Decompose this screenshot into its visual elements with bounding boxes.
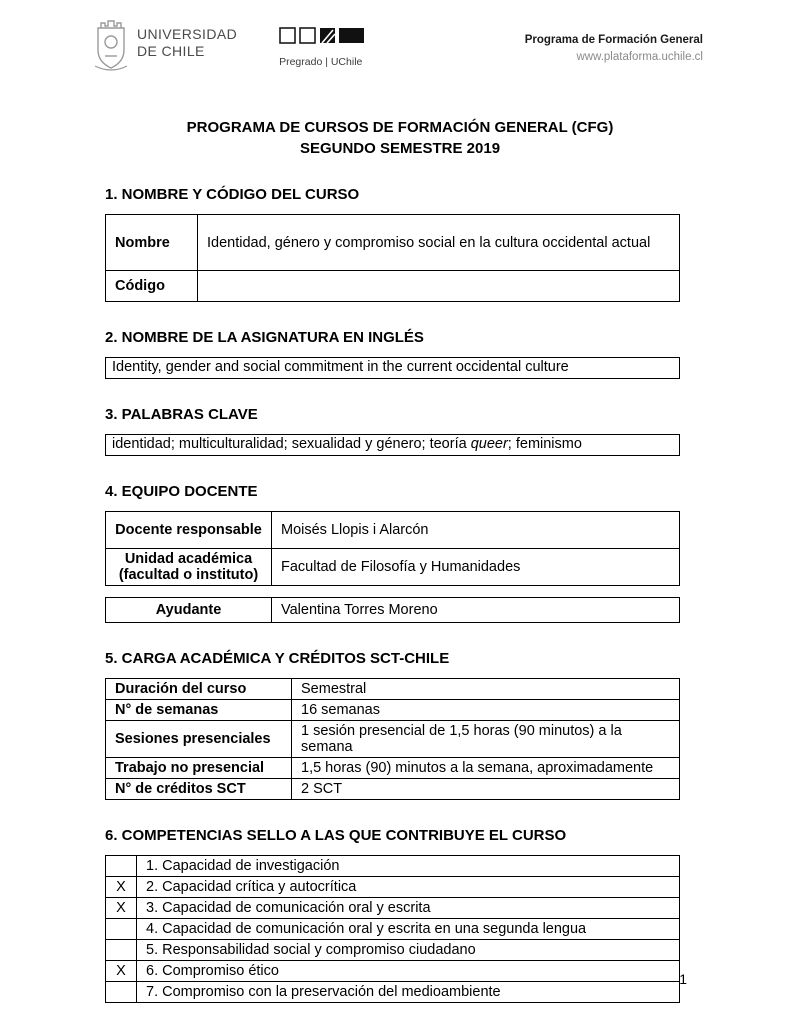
row-label: Trabajo no presencial: [106, 758, 292, 779]
uchile-brand: [93, 14, 237, 77]
table-row: [106, 982, 680, 1003]
competency-mark: [106, 856, 137, 877]
section5-heading: 5. CARGA ACADÉMICA Y CRÉDITOS SCT-CHILE: [105, 650, 450, 667]
university-name-line2: DE CHILE: [137, 42, 205, 59]
course-name-code-table: [105, 214, 680, 302]
table-row: [106, 856, 680, 877]
pregrado-label: Pregrado | UChile: [279, 56, 363, 68]
section3-heading: 3. PALABRAS CLAVE: [105, 406, 258, 423]
keywords-part2: ; feminismo: [507, 436, 582, 452]
row-value: 2 SCT: [292, 779, 680, 800]
keywords-box: [105, 434, 680, 456]
header-right: [525, 32, 703, 67]
row-label: Duración del curso: [106, 679, 292, 700]
table-row: [106, 758, 680, 779]
codigo-label: Código: [106, 271, 198, 302]
university-name-line1: UNIVERSIDAD: [137, 26, 238, 42]
keywords-italic: queer: [470, 436, 508, 452]
teaching-team-table: [105, 511, 680, 586]
competency-label: 3. Capacidad de comunicación oral y escrita: [137, 898, 680, 919]
competencies-table: [105, 855, 680, 1003]
section4-heading: 4. EQUIPO DOCENTE: [105, 483, 258, 500]
competency-mark: [106, 982, 137, 1003]
program-name: Programa de Formación General: [524, 34, 703, 46]
docente-value: Moisés Llopis i Alarcón: [272, 512, 680, 549]
section2-heading: 2. NOMBRE DE LA ASIGNATURA EN INGLÉS: [105, 329, 424, 346]
ayudante-table: [105, 597, 680, 623]
university-name: [137, 26, 237, 60]
document-title-line2: SEGUNDO SEMESTRE 2019: [299, 140, 501, 157]
table-row: [106, 779, 680, 800]
table-row: [106, 898, 680, 919]
codigo-value: [198, 271, 680, 302]
keywords-part1: identidad; multiculturalidad; sexualidad y género; teoría: [112, 436, 471, 452]
row-value: Semestral: [292, 679, 680, 700]
pregrado-logo: [279, 26, 365, 68]
document-title: [0, 117, 800, 159]
competency-mark: X: [106, 898, 137, 919]
competency-mark: [106, 919, 137, 940]
nombre-label: Nombre: [106, 215, 198, 271]
page-header: [0, 0, 800, 77]
competency-mark: X: [106, 877, 137, 898]
competency-label: 5. Responsabilidad social y compromiso ciudadano: [137, 940, 680, 961]
ayudante-label: Ayudante: [106, 598, 272, 623]
competency-label: 7. Compromiso con la preservación del medioambiente: [137, 982, 680, 1003]
document-title-line1: PROGRAMA DE CURSOS DE FORMACIÓN GENERAL (CFG): [186, 119, 614, 136]
competency-label: 2. Capacidad crítica y autocrítica: [137, 877, 680, 898]
table-row: [106, 512, 680, 549]
website-url: www.plataforma.uchile.cl: [576, 51, 703, 64]
document-content: [0, 186, 800, 1003]
nombre-value: Identidad, género y compromiso social en la cultura occidental actual: [198, 215, 680, 271]
table-row: [106, 940, 680, 961]
ayudante-value: Valentina Torres Moreno: [272, 598, 680, 623]
table-row: [106, 700, 680, 721]
english-name-box: Identity, gender and social commitment in the current occidental culture: [105, 357, 680, 379]
table-row: [106, 721, 680, 758]
table-row: [106, 215, 680, 271]
unidad-value: Facultad de Filosofía y Humanidades: [272, 549, 680, 586]
pregrado-squares-icon: [279, 33, 365, 50]
table-row: [106, 598, 680, 623]
credits-table: [105, 678, 680, 800]
row-label: N° de créditos SCT: [106, 779, 292, 800]
competency-mark: [106, 940, 137, 961]
competency-label: 6. Compromiso ético: [137, 961, 680, 982]
table-row: [106, 961, 680, 982]
row-value: 1 sesión presencial de 1,5 horas (90 minutos) a la semana: [292, 721, 680, 758]
row-label: Sesiones presenciales: [106, 721, 292, 758]
competency-label: 1. Capacidad de investigación: [137, 856, 680, 877]
table-row: [106, 877, 680, 898]
table-row: [106, 679, 680, 700]
section6-heading: 6. COMPETENCIAS SELLO A LAS QUE CONTRIBUYE EL CURSO: [105, 827, 567, 844]
competency-label: 4. Capacidad de comunicación oral y escrita en una segunda lengua: [137, 919, 680, 940]
table-row: [106, 271, 680, 302]
table-row: [106, 919, 680, 940]
row-value: 16 semanas: [292, 700, 680, 721]
docente-label: Docente responsable: [106, 512, 272, 549]
section1-heading: 1. NOMBRE Y CÓDIGO DEL CURSO: [105, 186, 360, 203]
page-number: 1: [679, 971, 687, 987]
row-label: N° de semanas: [106, 700, 292, 721]
uchile-shield-icon: [93, 16, 129, 77]
table-row: [106, 549, 680, 586]
row-value: 1,5 horas (90) minutos a la semana, aproximadamente: [292, 758, 680, 779]
unidad-label: Unidad académica (facultad o instituto): [106, 549, 272, 586]
competency-mark: X: [106, 961, 137, 982]
